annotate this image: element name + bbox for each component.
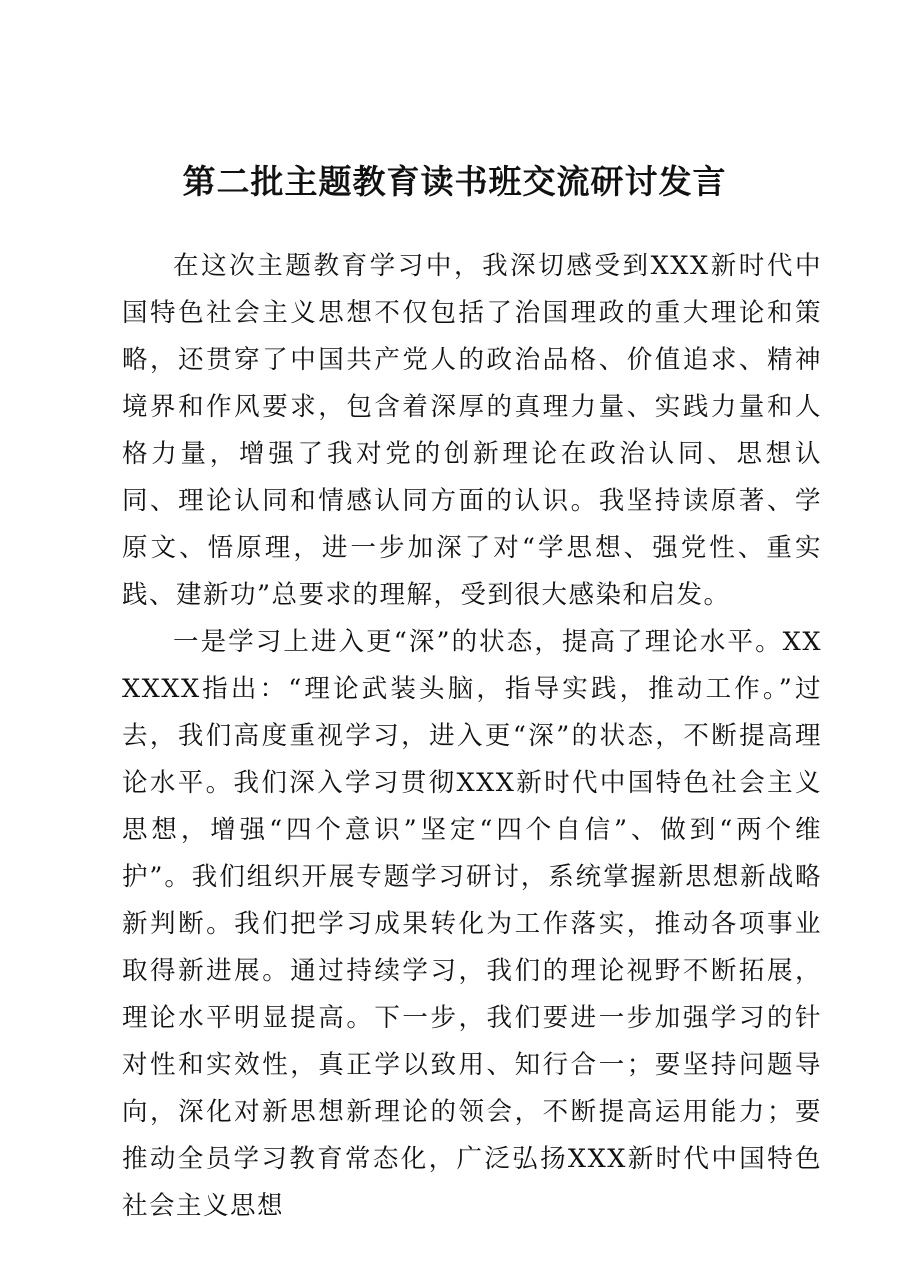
document-body [122, 243, 822, 1230]
paragraph-intro: 在这次主题教育学习中，我深切感受到XXX新时代中国特色社会主义思想不仅包括了治国理政的重大理论和策略，还贯穿了中国共产党人的政治品格、价值追求、精神境界和作风要求，包含着深厚的真理力量、实践力量和人格力量，增强了我对党的创新理论在政治认同、思想认同、理论认同和情感认同方面的认识。我坚持读原著、学原文、悟原理，进一步加深了对“学思想、强党性、重实践、建新功”总要求的理解，受到很大感染和启发。 [122, 251, 822, 610]
paragraph-point-one: 一是学习上进入更“深”的状态，提高了理论水平。XXXXXX指出：“理论武装头脑，指导实践，推动工作。”过去，我们高度重视学习，进入更“深”的状态，不断提高理论水平。我们深入学习贯彻XXX新时代中国特色社会主义思想，增强“四个意识”坚定“四个自信”、做到“两个维护”。我们组织开展专题学习研讨，系统掌握新思想新战略新判断。我们把学习成果转化为工作落实，推动各项事业取得新进展。通过持续学习，我们的理论视野不断拓展，理论水平明显提高。下一步，我们要进一步加强学习的针对性和实效性，真正学以致用、知行合一；要坚持问题导向，深化对新思想新理论的领会，不断提高运用能力；要推动全员学习教育常态化，广泛弘扬XXX新时代中国特色社会主义思想 [122, 627, 822, 1221]
document-title: 第二批主题教育读书班交流研讨发言 [182, 162, 727, 201]
